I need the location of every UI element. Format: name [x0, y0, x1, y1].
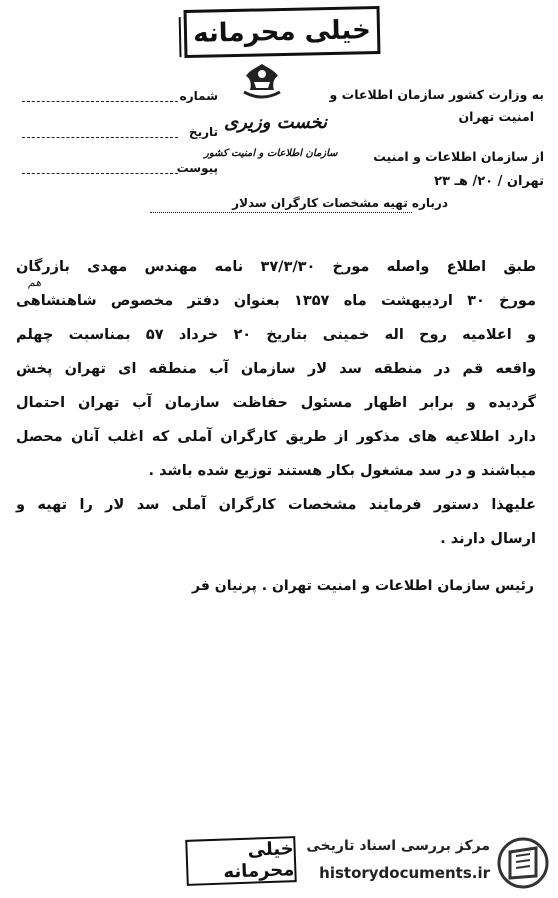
- bottom-secret-stamp: خیلی محرمانه: [185, 836, 297, 886]
- subject-underline: [150, 212, 412, 213]
- date-blank: [22, 127, 178, 138]
- subject-line: درباره تهیه مشخصات کارگران سدلار: [232, 196, 448, 210]
- letter-body: [16, 250, 536, 556]
- body-line: دارد اطلاعیه های مذکور از طریق کارگران آملی که اغلب آنان محصل: [16, 429, 536, 445]
- handwritten-org-note: سازمان اطلاعات و امنیت کشور: [204, 148, 338, 159]
- signature-line: رئیس سازمان اطلاعات و امنیت تهران . پرنیان فر: [192, 578, 534, 594]
- sender-block: [314, 84, 544, 168]
- attachment-label: پیوست: [176, 161, 218, 175]
- handwritten-ministry-note: نخست وزیری: [224, 112, 328, 133]
- number-label: شماره: [179, 89, 218, 103]
- sender-line: از سازمان اطلاعات و امنیت: [373, 149, 544, 164]
- archive-watermark: [270, 834, 550, 892]
- body-line: مورخ ۳۰ اردیبهشت ماه ۱۳۵۷ بعنوان دفتر مخصوص شاهنشاهی: [16, 293, 536, 309]
- body-line: و اعلامیه روح اله خمینی بتاریخ ۲۰ خرداد ۵۷ بمناسبت چهلم: [16, 327, 537, 343]
- sender-line: به وزارت کشور سازمان اطلاعات و: [329, 87, 544, 102]
- number-row: [18, 84, 218, 108]
- number-blank: [22, 91, 178, 102]
- body-line: علیهذا دستور فرمایند مشخصات کارگران آملی سد لار را تهیه و: [16, 497, 536, 513]
- date-row: [18, 120, 218, 144]
- reference-number: تهران / ۲۰/ هـ ۲۳: [434, 174, 544, 189]
- attachment-blank: [22, 163, 178, 174]
- national-emblem-icon: [238, 60, 286, 104]
- sender-line: امنیت تهران: [458, 109, 534, 124]
- body-line: واقعه قم در منطقه سد لار سازمان آب منطقه ای تهران پخش: [16, 361, 536, 377]
- archive-logo-icon: [496, 836, 550, 890]
- archive-url: historydocuments.ir: [319, 864, 490, 882]
- archive-title: مرکز بررسی اسناد تاریخی: [306, 838, 490, 854]
- top-secret-stamp: خیلی محرمانه: [184, 6, 381, 58]
- date-label: تاریخ: [188, 125, 218, 139]
- body-line: گردیده و برابر اظهار مسئول حفاظت سازمان آب تهران احتمال: [16, 395, 536, 411]
- body-line: ارسال دارند .: [440, 531, 536, 547]
- reference-fields: [18, 84, 218, 192]
- handwritten-margin-note: هم: [28, 276, 42, 289]
- attachment-row: [18, 156, 218, 180]
- body-line: طبق اطلاع واصله مورخ ۳۷/۳/۳۰ نامه مهندس مهدی بازرگان: [16, 259, 536, 275]
- body-line: میباشند و در سد مشغول بکار هستند توزیع شده باشد .: [148, 463, 536, 479]
